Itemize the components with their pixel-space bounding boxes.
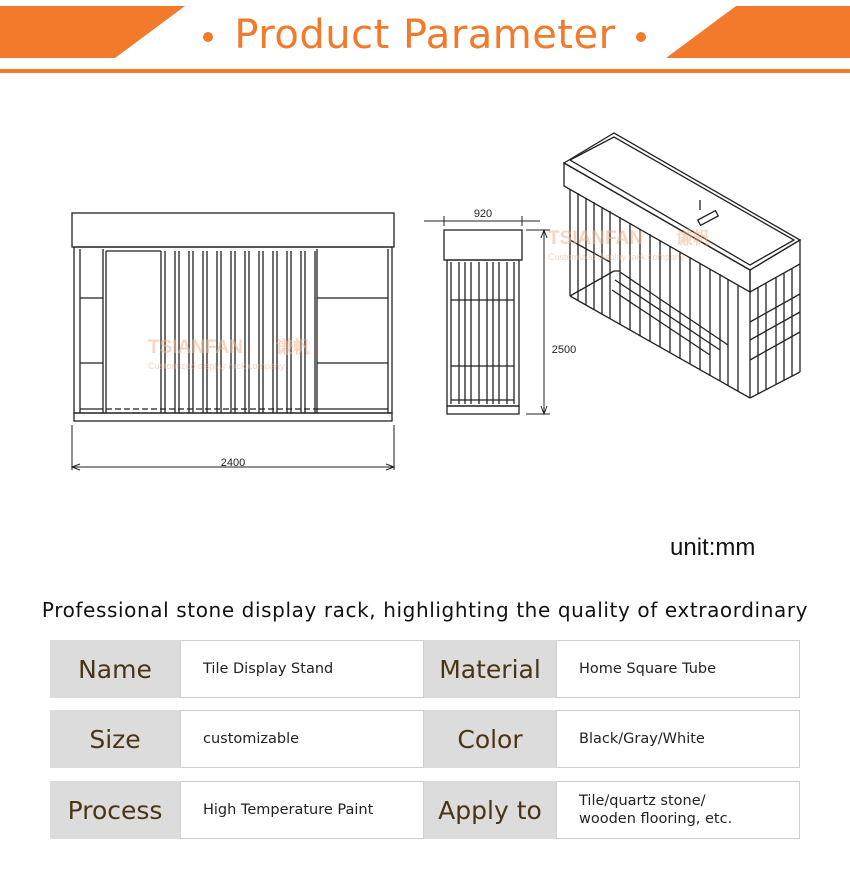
svg-text:TSIANFAN: TSIANFAN <box>548 228 643 249</box>
dim-width-label: 2400 <box>220 457 246 469</box>
svg-text:TSIANFAN: TSIANFAN <box>148 337 243 358</box>
spec-label: Size <box>50 710 180 768</box>
svg-text:谦帆: 谦帆 <box>676 229 710 248</box>
svg-text:Customized display rack compan: Customized display rack company <box>148 361 285 371</box>
spec-label: Apply to <box>424 781 556 839</box>
spec-label: Process <box>50 781 180 839</box>
spec-value: customizable <box>180 710 424 768</box>
spec-value: Black/Gray/White <box>556 710 800 768</box>
dim-depth-label: 920 <box>473 208 493 220</box>
iso-top <box>564 133 800 270</box>
spec-row <box>50 640 800 698</box>
spec-value: Home Square Tube <box>556 640 800 698</box>
dim-height-label: 2500 <box>551 344 577 356</box>
spec-row <box>50 710 800 768</box>
svg-text:Customized display rack compan: Customized display rack company <box>548 252 685 262</box>
spec-label: Name <box>50 640 180 698</box>
product-tagline: Professional stone display rack, highlighting the quality of extraordinary <box>41 598 809 622</box>
spec-label: Color <box>424 710 556 768</box>
unit-label: unit:mm <box>670 534 756 561</box>
spec-value: Tile/quartz stone/ wooden flooring, etc. <box>556 781 800 839</box>
page-title: Product Parameter <box>234 12 616 58</box>
svg-text:谦帆: 谦帆 <box>276 338 310 357</box>
spec-label: Material <box>424 640 556 698</box>
header-banner <box>0 0 850 80</box>
spec-row <box>50 781 800 839</box>
rack-drawing <box>0 90 850 510</box>
spec-value: Tile Display Stand <box>180 640 424 698</box>
front-header-box <box>72 213 394 247</box>
technical-drawing <box>0 90 850 510</box>
spec-value: High Temperature Paint <box>180 781 424 839</box>
